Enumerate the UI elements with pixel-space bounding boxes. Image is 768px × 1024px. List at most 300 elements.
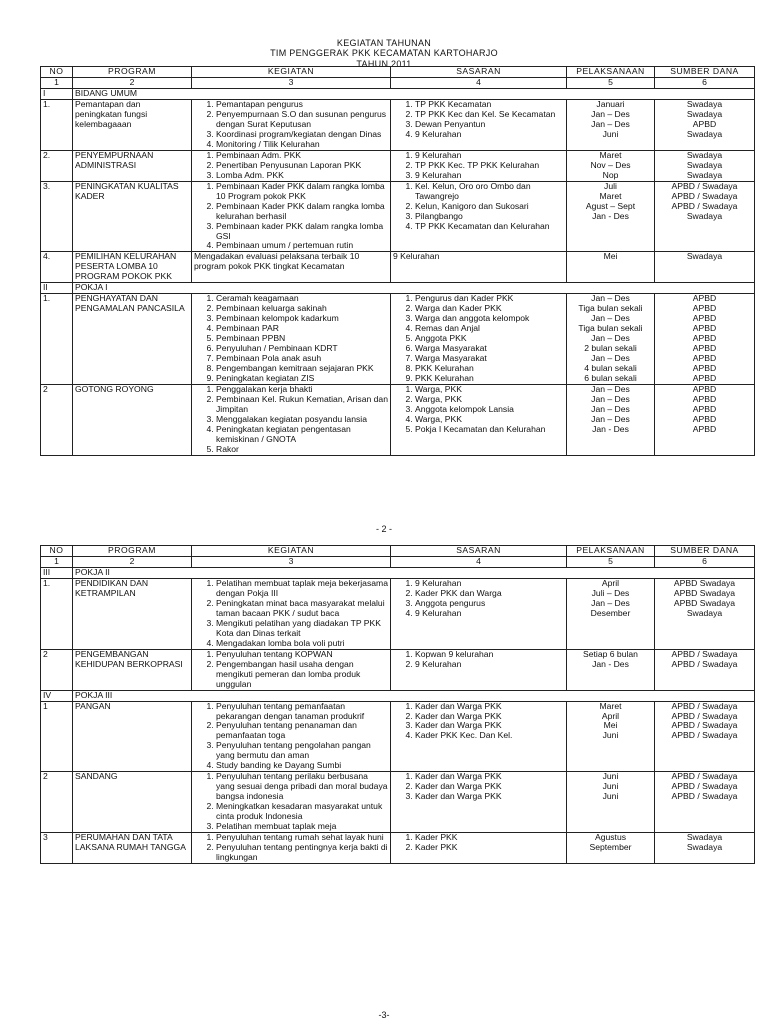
section-number: IV [41, 690, 73, 701]
sumber-dana-item: APBD / Swadaya [671, 648, 738, 659]
pelaksanaan-item: Jan – Des [591, 403, 630, 414]
document-title [0, 38, 768, 69]
table-row [41, 649, 755, 690]
kegiatan-item: 2. Meningkatkan kesadaran masyarakat untuk cinta produk Indonesia [216, 802, 388, 822]
column-number: 3 [192, 77, 391, 88]
sasaran-item: 4. 9 Kelurahan [415, 130, 564, 140]
sumber-dana-item: APBD / Swadaya [671, 791, 738, 802]
sasaran-list [393, 100, 564, 140]
sasaran-item: 2. Kader PKK dan Warga [415, 589, 564, 599]
sumber-dana-item: APBD Swadaya [673, 587, 736, 598]
section-number: I [41, 88, 73, 99]
kegiatan-item: 9. Peningkatan kegiatan ZIS [216, 374, 388, 384]
kegiatan-cell [192, 294, 391, 385]
pelaksanaan-item: Jan - Des [592, 658, 629, 669]
kegiatan-item: 2. Penyuluhan tentang pentingnya kerja bakti di lingkungan [216, 843, 388, 863]
column-number: 3 [192, 556, 391, 567]
column-number: 2 [73, 556, 192, 567]
column-number: 1 [41, 77, 73, 88]
sasaran-item: 2. Kelun, Kanigoro dan Sukosari [415, 202, 564, 212]
kegiatan-item: 2. Penyuluhan tentang penanaman dan pemanfaatan toga [216, 721, 388, 741]
pelaksanaan-item: Maret [599, 149, 622, 160]
sasaran-item: 2. Warga, PKK [415, 395, 564, 405]
row-number: 1. [41, 578, 73, 649]
kegiatan-list [194, 294, 388, 384]
pelaksanaan-item: Nop [602, 169, 619, 180]
sasaran-list [393, 650, 564, 670]
sasaran-item: 5. Pokja I Kecamatan dan Kelurahan [415, 425, 564, 435]
sumber-dana-item: Swadaya [686, 210, 723, 221]
pelaksanaan-item: Mei [603, 720, 618, 731]
sasaran-cell [391, 385, 567, 456]
kegiatan-item: 2. Pengembangan hasil usaha dengan mengikuti pemeran dan lomba produk unggulan [216, 660, 388, 690]
title-line-1: KEGIATAN TAHUNAN [336, 38, 432, 48]
section-row [41, 283, 755, 294]
program-cell: PENINGKATAN KUALITAS KADER [73, 181, 192, 252]
pelaksanaan-item: Jan – Des [591, 293, 630, 304]
sumber-dana-item: APBD / Swadaya [671, 200, 738, 211]
pelaksanaan-item: Juni [602, 791, 619, 802]
kegiatan-list [194, 385, 388, 455]
sasaran-item: 1. 9 Kelurahan [415, 579, 564, 589]
pelaksanaan-item: Jan – Des [591, 313, 630, 324]
pelaksanaan-cell [567, 294, 655, 385]
pelaksanaan-item: Tiga bulan sekali [578, 323, 643, 334]
sasaran-item: 1. Kader PKK [415, 833, 564, 843]
sumber-dana-item: Swadaya [686, 832, 723, 843]
pelaksanaan-item: Jan – Des [591, 353, 630, 364]
pelaksanaan-item: Jan – Des [591, 597, 630, 608]
pelaksanaan-cell [567, 99, 655, 150]
column-header: KEGIATAN [192, 67, 391, 78]
sasaran-list [393, 702, 564, 742]
kegiatan-list [194, 151, 388, 181]
kegiatan-cell [192, 649, 391, 690]
sasaran-list [393, 385, 564, 435]
header-row [41, 67, 755, 78]
kegiatan-cell [192, 181, 391, 252]
pelaksanaan-item: Jan - Des [592, 423, 629, 434]
program-cell: Pemantapan dan peningkatan fungsi kelembagaaan [73, 99, 192, 150]
sumber-dana-item: APBD [692, 333, 717, 344]
sumber-dana-item: APBD [692, 353, 717, 364]
sasaran-item: 2. Warga dan Kader PKK [415, 304, 564, 314]
kegiatan-item: 4. Study banding ke Dayang Sumbi [216, 761, 388, 771]
sumber-dana-item: APBD [692, 423, 717, 434]
pelaksanaan-item: Jan – Des [591, 394, 630, 404]
sumber-dana-item: APBD [692, 373, 717, 384]
kegiatan-item: 4. Peningkatan kegiatan pengentasan kemiskinan / GNOTA [216, 425, 388, 445]
sasaran-item: 1. Warga, PKK [415, 385, 564, 395]
column-header: SASARAN [391, 546, 567, 557]
kegiatan-item: 1. Penggalakan kerja bhakti [216, 385, 388, 395]
table-page-1 [40, 66, 754, 456]
kegiatan-item: 2. Penertiban Penyusunan Laporan PKK [216, 161, 388, 171]
kegiatan-item: 4. Pembinaan umum / pertemuan rutin [216, 241, 388, 251]
pelaksanaan-item: Juni [602, 730, 619, 741]
column-header: SUMBER DANA [655, 67, 755, 78]
sasaran-item: 1. 9 Kelurahan [415, 151, 564, 161]
kegiatan-item: 3. Koordinasi program/kegiatan dengan Dinas [216, 130, 388, 140]
kegiatan-item: 3. Penyuluhan tentang pengolahan pangan yang bermutu dan aman [216, 741, 388, 761]
sasaran-cell: 9 Kelurahan [391, 252, 567, 283]
kegiatan-item: 4. Pembinaan PAR [216, 324, 388, 334]
pelaksanaan-item: Setiap 6 bulan [583, 648, 638, 659]
pelaksanaan-item: Tiga bulan sekali [578, 303, 643, 314]
pelaksanaan-item: Juni [602, 771, 619, 782]
sumber-dana-cell [655, 385, 755, 456]
sasaran-list [393, 151, 564, 181]
sumber-dana-cell [655, 833, 755, 864]
kegiatan-item: 2. Pembinaan Kel. Rukun Kematian, Arisan dan Jimpitan [216, 395, 388, 415]
sasaran-item: 2. TP PKK Kec dan Kel. Se Kecamatan [415, 110, 564, 120]
pelaksanaan-cell [567, 701, 655, 772]
column-header: PELAKSANAAN [567, 67, 655, 78]
sumber-dana-item: APBD [692, 413, 717, 424]
sumber-dana-cell [655, 294, 755, 385]
column-number-row [41, 556, 755, 567]
sumber-dana-item: Swadaya [686, 149, 723, 160]
column-header: SASARAN [391, 67, 567, 78]
sasaran-item: 1. Kopwan 9 kelurahan [415, 650, 564, 660]
sumber-dana-item: Swadaya [686, 128, 723, 139]
table-row [41, 181, 755, 252]
page-number-3: -3- [378, 1010, 390, 1020]
column-header: NO [41, 67, 73, 78]
sasaran-list [393, 579, 564, 619]
kegiatan-item: 3. Menggalakan kegiatan posyandu lansia [216, 415, 388, 425]
sumber-dana-item: APBD [692, 118, 717, 129]
sasaran-cell [391, 150, 567, 181]
kegiatan-cell [192, 701, 391, 772]
pelaksanaan-item: Juli – Des [591, 587, 630, 598]
column-number: 5 [567, 556, 655, 567]
sumber-dana-item: APBD Swadaya [673, 577, 736, 588]
section-row [41, 88, 755, 99]
pelaksanaan-item: Juni [602, 128, 619, 139]
sumber-dana-item: APBD / Swadaya [671, 180, 738, 191]
sumber-dana-item: APBD / Swadaya [671, 781, 738, 792]
table-row [41, 385, 755, 456]
sumber-dana-item: APBD [692, 394, 717, 404]
sasaran-item: 1. Kel. Kelun, Oro oro Ombo dan Tawangrejo [415, 182, 564, 202]
column-number: 4 [391, 556, 567, 567]
pelaksanaan-item: Mei [603, 251, 618, 262]
sasaran-cell [391, 578, 567, 649]
kegiatan-list [194, 772, 388, 832]
sumber-dana-item: APBD [692, 403, 717, 414]
sasaran-item: 4. 9 Kelurahan [415, 609, 564, 619]
sasaran-item: 3. Kader dan Warga PKK [415, 792, 564, 802]
kegiatan-item: 7. Pembinaan Pola anak asuh [216, 354, 388, 364]
column-header: SUMBER DANA [655, 546, 755, 557]
pelaksanaan-cell [567, 150, 655, 181]
kegiatan-item: 3. Mengikuti pelatihan yang diadakan TP PKK Kota dan Dinas terkait [216, 619, 388, 639]
sasaran-item: 1. Pengurus dan Kader PKK [415, 294, 564, 304]
pelaksanaan-item: Jan - Des [592, 210, 629, 221]
kegiatan-item: 3. Pembinaan kelompok kadarkum [216, 314, 388, 324]
pelaksanaan-item: 4 bulan sekali [584, 363, 637, 374]
sasaran-cell [391, 294, 567, 385]
sasaran-item: 4. Warga, PKK [415, 415, 564, 425]
sumber-dana-item: APBD [692, 313, 717, 324]
pelaksanaan-item: Jan – Des [591, 333, 630, 344]
column-number: 2 [73, 77, 192, 88]
pelaksanaan-item: April [601, 577, 620, 588]
program-cell: PENGHAYATAN DAN PENGAMALAN PANCASILA [73, 294, 192, 385]
sasaran-item: 3. 9 Kelurahan [415, 171, 564, 181]
sumber-dana-item: APBD / Swadaya [671, 720, 738, 731]
pelaksanaan-item: Maret [599, 700, 622, 711]
pelaksanaan-cell [567, 772, 655, 833]
program-cell: PENYEMPURNAAN ADMINISTRASI [73, 150, 192, 181]
pelaksanaan-cell [567, 578, 655, 649]
sasaran-item: 3. Pilangbango [415, 212, 564, 222]
sasaran-item: 3. Anggota kelompok Lansia [415, 405, 564, 415]
table-row [41, 578, 755, 649]
pelaksanaan-item: September [589, 842, 632, 853]
column-header: PELAKSANAAN [567, 546, 655, 557]
sasaran-list [393, 182, 564, 232]
row-number: 2 [41, 649, 73, 690]
row-number: 2 [41, 385, 73, 456]
program-cell: PERUMAHAN DAN TATA LAKSANA RUMAH TANGGA [73, 833, 192, 864]
sasaran-item: 4. TP PKK Kecamatan dan Kelurahan [415, 222, 564, 232]
sumber-dana-item: APBD [692, 363, 717, 374]
kegiatan-item: 1. Penyuluhan tentang pemanfaatan pekarangan dengan tanaman produkrif [216, 702, 388, 722]
sumber-dana-cell [655, 99, 755, 150]
sumber-dana-cell [655, 701, 755, 772]
sasaran-item: 1. TP PKK Kecamatan [415, 100, 564, 110]
program-cell: PENDIDIKAN DAN KETRAMPILAN [73, 578, 192, 649]
kegiatan-item: 1. Pelatihan membuat taplak meja bekerjasama dengan Pokja III [216, 579, 388, 599]
kegiatan-item: 2. Pembinaan Kader PKK dalam rangka lomba kelurahan berhasil [216, 202, 388, 222]
sasaran-item: 1. Kader dan Warga PKK [415, 702, 564, 712]
row-number: 3. [41, 181, 73, 252]
sumber-dana-item: APBD Swadaya [673, 597, 736, 608]
kegiatan-item: 1. Pembinaan Kader PKK dalam rangka lomba 10 Program pokok PKK [216, 182, 388, 202]
pelaksanaan-cell [567, 181, 655, 252]
sumber-dana-cell [655, 649, 755, 690]
sasaran-cell [391, 833, 567, 864]
pelaksanaan-item: Jan – Des [591, 118, 630, 129]
sasaran-item: 3. Kader dan Warga PKK [415, 721, 564, 731]
sasaran-item: 2. Kader PKK [415, 843, 564, 853]
sasaran-item: 3. Dewan Penyantun [415, 120, 564, 130]
pelaksanaan-item: Desember [590, 607, 631, 618]
kegiatan-item: 3. Lomba Adm. PKK [216, 171, 388, 181]
column-number: 1 [41, 556, 73, 567]
sumber-dana-item: Swadaya [686, 98, 723, 109]
kegiatan-item: 3. Pelatihan membuat taplak meja [216, 822, 388, 832]
sasaran-item: 4. Remas dan Anjal [415, 324, 564, 334]
sasaran-cell [391, 181, 567, 252]
kegiatan-item: 1. Pembinaan Adm. PKK [216, 151, 388, 161]
section-number: II [41, 283, 73, 294]
program-cell: GOTONG ROYONG [73, 385, 192, 456]
sumber-dana-item: APBD / Swadaya [671, 771, 738, 782]
table-page-2 [40, 545, 754, 864]
sasaran-list [393, 294, 564, 384]
kegiatan-item: 8. Pengembangan kemitraan sejajaran PKK [216, 364, 388, 374]
row-number: 2. [41, 150, 73, 181]
title-line-3: TAHUN 2011 [356, 58, 412, 69]
pelaksanaan-item: Agust – Sept [585, 200, 636, 211]
kegiatan-cell: Mengadakan evaluasi pelaksana terbaik 10 program pokok PKK tingkat Kecamatan [192, 252, 391, 283]
sumber-dana-cell [655, 772, 755, 833]
sumber-dana-item: APBD [692, 384, 717, 395]
sasaran-cell [391, 649, 567, 690]
sumber-dana-item: APBD [692, 293, 717, 304]
row-number: 1 [41, 701, 73, 772]
sumber-dana-cell [655, 578, 755, 649]
sumber-dana-item: Swadaya [686, 607, 723, 618]
sasaran-item: 1. Kader dan Warga PKK [415, 772, 564, 782]
column-number: 4 [391, 77, 567, 88]
sasaran-item: 8. PKK Kelurahan [415, 364, 564, 374]
pelaksanaan-item: 2 bulan sekali [584, 343, 637, 354]
table-row [41, 252, 755, 283]
section-row [41, 690, 755, 701]
kegiatan-cell [192, 833, 391, 864]
column-number: 5 [567, 77, 655, 88]
kegiatan-item: 1. Penyuluhan tentang perilaku berbusana yang sesuai denga pribadi dan moral budaya bangsa indonesia [216, 772, 388, 802]
pelaksanaan-item: Jan – Des [591, 413, 630, 424]
kegiatan-item: 2. Penyempurnaan S.O dan susunan pengurus dengan Surat Keputusan [216, 110, 388, 130]
column-header: KEGIATAN [192, 546, 391, 557]
activity-table-2 [40, 545, 755, 864]
kegiatan-item: 5. Rakor [216, 445, 388, 455]
kegiatan-cell [192, 99, 391, 150]
sumber-dana-item: APBD / Swadaya [671, 658, 738, 669]
sasaran-cell [391, 701, 567, 772]
row-number: 2 [41, 772, 73, 833]
sumber-dana-item: APBD / Swadaya [671, 730, 738, 741]
kegiatan-item: 1. Penyuluhan tentang rumah sehat layak huni [216, 833, 388, 843]
program-cell: PEMILIHAN KELURAHAN PESERTA LOMBA 10 PROGRAM POKOK PKK [73, 252, 192, 283]
pelaksanaan-cell [567, 252, 655, 283]
sumber-dana-item: Swadaya [686, 251, 723, 262]
sasaran-list [393, 772, 564, 802]
kegiatan-item: 1. Ceramah keagamaan [216, 294, 388, 304]
pelaksanaan-item: Januari [596, 98, 625, 109]
kegiatan-cell [192, 772, 391, 833]
sumber-dana-item: APBD [692, 303, 717, 314]
sumber-dana-item: Swadaya [686, 159, 723, 170]
sasaran-item: 2. Kader dan Warga PKK [415, 712, 564, 722]
pelaksanaan-item: Maret [599, 190, 622, 201]
sumber-dana-item: APBD [692, 343, 717, 354]
pelaksanaan-item: Juli [604, 180, 617, 191]
sasaran-item: 6. Warga Masyarakat [415, 344, 564, 354]
kegiatan-list [194, 182, 388, 252]
table-row [41, 833, 755, 864]
section-row [41, 567, 755, 578]
pelaksanaan-item: Juni [602, 781, 619, 792]
kegiatan-item: 4. Mengadakan lomba bola voli putri [216, 639, 388, 649]
table-row [41, 294, 755, 385]
kegiatan-cell [192, 385, 391, 456]
column-number: 6 [655, 556, 755, 567]
kegiatan-list [194, 579, 388, 649]
activity-table-1 [40, 66, 755, 456]
pelaksanaan-item: Jan – Des [591, 384, 630, 395]
column-number: 6 [655, 77, 755, 88]
row-number: 1. [41, 294, 73, 385]
sasaran-item: 2. TP PKK Kec. TP PKK Kelurahan [415, 161, 564, 171]
row-number: 4. [41, 252, 73, 283]
section-title: POKJA I [73, 283, 755, 294]
sumber-dana-cell [655, 252, 755, 283]
pelaksanaan-cell [567, 833, 655, 864]
table-row [41, 99, 755, 150]
sumber-dana-item: Swadaya [686, 169, 723, 180]
program-cell: SANDANG [73, 772, 192, 833]
kegiatan-item: 6. Penyuluhan / Pembinaan KDRT [216, 344, 388, 354]
kegiatan-cell [192, 578, 391, 649]
section-title: POKJA III [73, 690, 755, 701]
sasaran-item: 3. Anggota pengurus [415, 599, 564, 609]
section-title: BIDANG UMUM [73, 88, 755, 99]
kegiatan-item: 5. Pembinaan PPBN [216, 334, 388, 344]
pelaksanaan-item: Nov – Des [590, 159, 631, 170]
row-number: 1. [41, 99, 73, 150]
pelaksanaan-item: April [601, 710, 620, 721]
table-row [41, 150, 755, 181]
program-cell: PENGEMBANGAN KEHIDUPAN BERKOPRASI [73, 649, 192, 690]
sumber-dana-item: APBD [692, 323, 717, 334]
kegiatan-item: 1. Pemantapan pengurus [216, 100, 388, 110]
sumber-dana-item: APBD / Swadaya [671, 710, 738, 721]
pelaksanaan-cell [567, 649, 655, 690]
kegiatan-item: 2. Peningkatan minat baca masyarakat melalui taman bacaan PKK / sudut baca [216, 599, 388, 619]
header-row [41, 546, 755, 557]
program-cell: PANGAN [73, 701, 192, 772]
sasaran-item: 2. Kader dan Warga PKK [415, 782, 564, 792]
kegiatan-item: 4. Monitoring / Tilik Kelurahan [216, 140, 388, 150]
sumber-dana-cell [655, 181, 755, 252]
pelaksanaan-cell [567, 385, 655, 456]
sumber-dana-cell [655, 150, 755, 181]
sasaran-item: 3. Warga dan anggota kelompok [415, 314, 564, 324]
column-number-row [41, 77, 755, 88]
kegiatan-item: 3. Pembinaan kader PKK dalam rangka lomba GSI [216, 222, 388, 242]
kegiatan-cell [192, 150, 391, 181]
title-line-2: TIM PENGGERAK PKK KECAMATAN KARTOHARJO [270, 48, 498, 59]
section-title: POKJA II [73, 567, 755, 578]
sasaran-item: 4. Kader PKK Kec. Dan Kel. [415, 731, 564, 741]
sasaran-cell [391, 99, 567, 150]
column-header: NO [41, 546, 73, 557]
kegiatan-list [194, 650, 388, 690]
table-row [41, 701, 755, 772]
sasaran-item: 2. 9 Kelurahan [415, 660, 564, 670]
sasaran-cell [391, 772, 567, 833]
sasaran-item: 9. PKK Kelurahan [415, 374, 564, 384]
sumber-dana-item: Swadaya [686, 842, 723, 853]
pelaksanaan-item: 6 bulan sekali [584, 373, 637, 384]
sasaran-item: 5. Anggota PKK [415, 334, 564, 344]
sumber-dana-item: APBD / Swadaya [671, 700, 738, 711]
pelaksanaan-item: Jan – Des [591, 108, 630, 119]
section-number: III [41, 567, 73, 578]
sasaran-item: 7. Warga Masyarakat [415, 354, 564, 364]
table-row [41, 772, 755, 833]
kegiatan-list [194, 100, 388, 150]
page-number-2: - 2 - [375, 524, 392, 534]
sasaran-list [393, 833, 564, 853]
sumber-dana-item: APBD / Swadaya [671, 190, 738, 201]
